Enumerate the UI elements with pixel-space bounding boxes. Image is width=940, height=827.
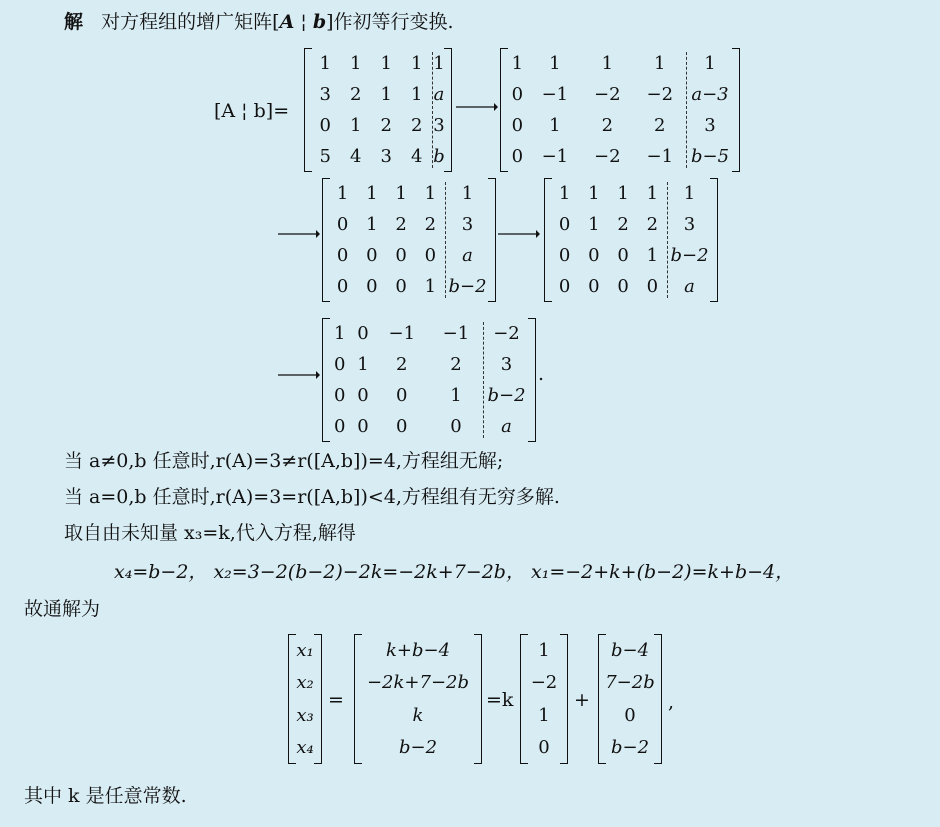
matrix-cell: 7−2b: [605, 672, 655, 694]
matrix-cell: 0: [333, 416, 346, 437]
matrix-cell: 1: [395, 183, 407, 204]
matrix-cell: 0: [588, 276, 600, 297]
matrix-cell: −2: [646, 84, 674, 105]
matrix-cell: 2: [380, 115, 392, 136]
matrix-cell: 1: [411, 53, 423, 74]
matrix-cell: 1: [646, 245, 659, 266]
free-variable-line: [64, 521, 356, 545]
matrix-cell: 3: [704, 115, 716, 136]
matrix-cell: 1: [380, 84, 392, 105]
matrix-cell: 1: [646, 183, 659, 204]
matrix-cell: 0: [396, 385, 408, 406]
matrix-cell: x₃: [296, 704, 314, 726]
matrix-cell: 1: [683, 183, 696, 204]
matrix-5-period: [538, 362, 544, 386]
augment-separator: [483, 322, 484, 438]
matrix-cell: b: [433, 146, 445, 167]
equals-k: [486, 688, 513, 712]
matrix-cell: a: [684, 276, 695, 297]
matrix-cell: 1: [350, 115, 362, 136]
matrix-cell: 0: [558, 214, 571, 235]
matrix-cell: 0: [333, 354, 346, 375]
matrix-cell: 1: [549, 115, 561, 136]
equals-sign: [328, 688, 344, 712]
matrix-cell: 1: [511, 53, 524, 74]
matrix-cell: −1: [442, 323, 470, 344]
augment-separator: [432, 52, 433, 168]
matrix-cell: 0: [336, 276, 349, 297]
matrix-cell: 0: [511, 115, 524, 136]
matrix-cell: 0: [558, 276, 571, 297]
intro-tail: 作初等行变换.: [333, 11, 454, 33]
solutions-line: [114, 560, 794, 584]
equals-k-text: =k: [486, 689, 514, 711]
matrix-cell: 1: [366, 183, 378, 204]
matrix-cell: 0: [617, 276, 629, 297]
augment-separator: [445, 182, 446, 298]
general-solution-label-text: 故通解为: [24, 598, 101, 620]
period-text: .: [538, 363, 545, 385]
matrix-cell: 0: [646, 276, 659, 297]
matrix-cell: 2: [395, 214, 407, 235]
matrix-cell: x₁: [296, 639, 314, 661]
matrix-cell: 1: [411, 84, 423, 105]
matrix-cell: a−3: [691, 84, 729, 105]
matrix-cell: 1: [538, 639, 550, 661]
augment-separator: [667, 182, 668, 298]
matrix-cell: 3: [319, 84, 331, 105]
case-no-solution-text: 当 a≠0,b 任意时,r(A)=3≠r([A,b])=4,方程组无解;: [64, 450, 504, 472]
matrix-cell: 1: [450, 385, 462, 406]
matrix-cell: 0: [395, 245, 407, 266]
matrix-cell: 3: [461, 214, 474, 235]
matrix-cell: x₄: [296, 737, 314, 759]
matrix-cell: 1: [336, 183, 349, 204]
matrix-1: [304, 48, 452, 172]
matrix-cell: 1: [704, 53, 716, 74]
matrix-cell: 1: [333, 323, 346, 344]
matrix-cell: −1: [541, 146, 569, 167]
trailing-comma: [668, 690, 674, 714]
matrix-cell: −2: [530, 672, 558, 694]
matrix-cell: 0: [357, 323, 369, 344]
case-infinite-solutions: [64, 485, 560, 509]
matrix-cell: 1: [357, 354, 369, 375]
matrix-cell: −2k+7−2b: [366, 672, 470, 694]
vector-particular-expr: [354, 634, 482, 764]
augmented-label: [214, 99, 289, 123]
matrix-cell: b−2: [448, 276, 487, 297]
matrix-cell: 2: [396, 354, 408, 375]
matrix-cell: 1: [549, 53, 561, 74]
matrix-cell: x₂: [296, 672, 314, 694]
matrix-cell: −2: [594, 84, 621, 105]
matrix-cell: 2: [424, 214, 437, 235]
matrix-cell: 1: [350, 53, 362, 74]
matrix-cell: 0: [511, 146, 524, 167]
matrix-cell: 1: [433, 53, 445, 74]
matrix-cell: 0: [617, 245, 629, 266]
free-variable-text: 取自由未知量 x₃=k,代入方程,解得: [64, 522, 356, 544]
matrix-cell: k+b−4: [385, 639, 451, 661]
plus-text: +: [574, 689, 590, 711]
matrix-cell: 4: [411, 146, 423, 167]
intro-text: 对方程组的增广矩阵: [101, 11, 273, 33]
solutions-text: x₄=b−2， x₂=3−2(b−2)−2k=−2k+7−2b， x₁=−2+k+(b−2)=k+b−4，: [114, 561, 795, 583]
matrix-cell: 0: [511, 84, 524, 105]
matrix-cell: 0: [588, 245, 600, 266]
matrix-cell: 2: [411, 115, 423, 136]
solution-marker: 解: [64, 11, 84, 33]
matrix-3: [322, 178, 496, 302]
arrow-icon: [456, 102, 498, 112]
case-no-solution: [64, 449, 503, 473]
matrix-A-symbol: A: [279, 11, 295, 33]
matrix-cell: 0: [450, 416, 462, 437]
matrix-cell: a: [433, 84, 445, 105]
matrix-cell: 0: [336, 245, 349, 266]
matrix-cell: 1: [380, 53, 392, 74]
matrix-cell: 0: [366, 276, 378, 297]
plus-sign: [574, 688, 590, 712]
matrix-cell: b−2: [670, 245, 709, 266]
matrix-cell: k: [412, 704, 424, 726]
matrix-cell: 1: [319, 53, 331, 74]
matrix-cell: −2: [594, 146, 621, 167]
arrow-icon: [278, 370, 320, 380]
vector-x: [288, 634, 322, 764]
matrix-cell: 0: [319, 115, 331, 136]
vector-b-symbol: b: [312, 11, 327, 33]
matrix-cell: 1: [558, 183, 571, 204]
matrix-cell: 1: [588, 214, 600, 235]
matrix-cell: 2: [350, 84, 362, 105]
conclusion-line: [24, 784, 187, 808]
matrix-cell: 0: [333, 385, 346, 406]
vector-particular: [598, 634, 662, 764]
matrix-cell: 1: [601, 53, 614, 74]
matrix-cell: 1: [588, 183, 600, 204]
case-infinite-solutions-text: 当 a=0,b 任意时,r(A)=3=r([A,b])<4,方程组有无穷多解.: [64, 486, 560, 508]
matrix-cell: 3: [380, 146, 392, 167]
arrow-icon: [278, 229, 320, 239]
matrix-cell: 2: [654, 115, 666, 136]
matrix-cell: 0: [395, 276, 407, 297]
matrix-cell: 0: [357, 385, 369, 406]
matrix-cell: −1: [388, 323, 416, 344]
matrix-cell: 1: [461, 183, 474, 204]
matrix-cell: a: [462, 245, 473, 266]
matrix-cell: a: [501, 416, 512, 437]
matrix-cell: 3: [433, 115, 445, 136]
matrix-cell: 1: [424, 276, 437, 297]
general-solution-label: [24, 597, 100, 621]
matrix-cell: 1: [366, 214, 378, 235]
matrix-cell: 1: [424, 183, 437, 204]
matrix-2: [500, 48, 740, 172]
matrix-cell: b−2: [398, 737, 438, 759]
matrix-cell: b−2: [610, 737, 650, 759]
matrix-cell: 0: [366, 245, 378, 266]
matrix-cell: 4: [350, 146, 362, 167]
conclusion-text: 其中 k 是任意常数.: [24, 785, 187, 807]
matrix-cell: 2: [617, 214, 629, 235]
matrix-cell: 0: [424, 245, 437, 266]
arrow-icon: [498, 229, 540, 239]
comma-text: ,: [668, 691, 675, 713]
matrix-cell: b−5: [690, 146, 730, 167]
matrix-cell: 1: [538, 704, 550, 726]
matrix-cell: 3: [683, 214, 696, 235]
matrix-cell: 0: [624, 704, 636, 726]
matrix-cell: −1: [541, 84, 569, 105]
matrix-cell: b−4: [610, 639, 650, 661]
matrix-cell: 2: [646, 214, 659, 235]
matrix-cell: −2: [493, 323, 520, 344]
equals-text: =: [328, 689, 344, 711]
matrix-4: [544, 178, 718, 302]
matrix-cell: 0: [396, 416, 408, 437]
vector-basis: [520, 634, 568, 764]
augmented-label-text: [A ¦ b]=: [214, 100, 290, 122]
matrix-5: [322, 318, 536, 442]
matrix-cell: 0: [336, 214, 349, 235]
matrix-cell: 1: [617, 183, 629, 204]
matrix-cell: 2: [450, 354, 462, 375]
intro-line: 解 对方程组的增广矩阵[A ¦ b]作初等行变换.: [64, 11, 454, 33]
matrix-cell: −1: [646, 146, 674, 167]
augment-separator: [686, 52, 687, 168]
matrix-cell: 1: [654, 53, 666, 74]
matrix-cell: 0: [558, 245, 571, 266]
matrix-cell: 5: [319, 146, 331, 167]
matrix-cell: 2: [601, 115, 614, 136]
matrix-cell: b−2: [487, 385, 526, 406]
separator-symbol: ¦: [300, 11, 307, 33]
matrix-cell: 0: [538, 737, 550, 759]
matrix-cell: 3: [500, 354, 513, 375]
matrix-cell: 0: [357, 416, 369, 437]
